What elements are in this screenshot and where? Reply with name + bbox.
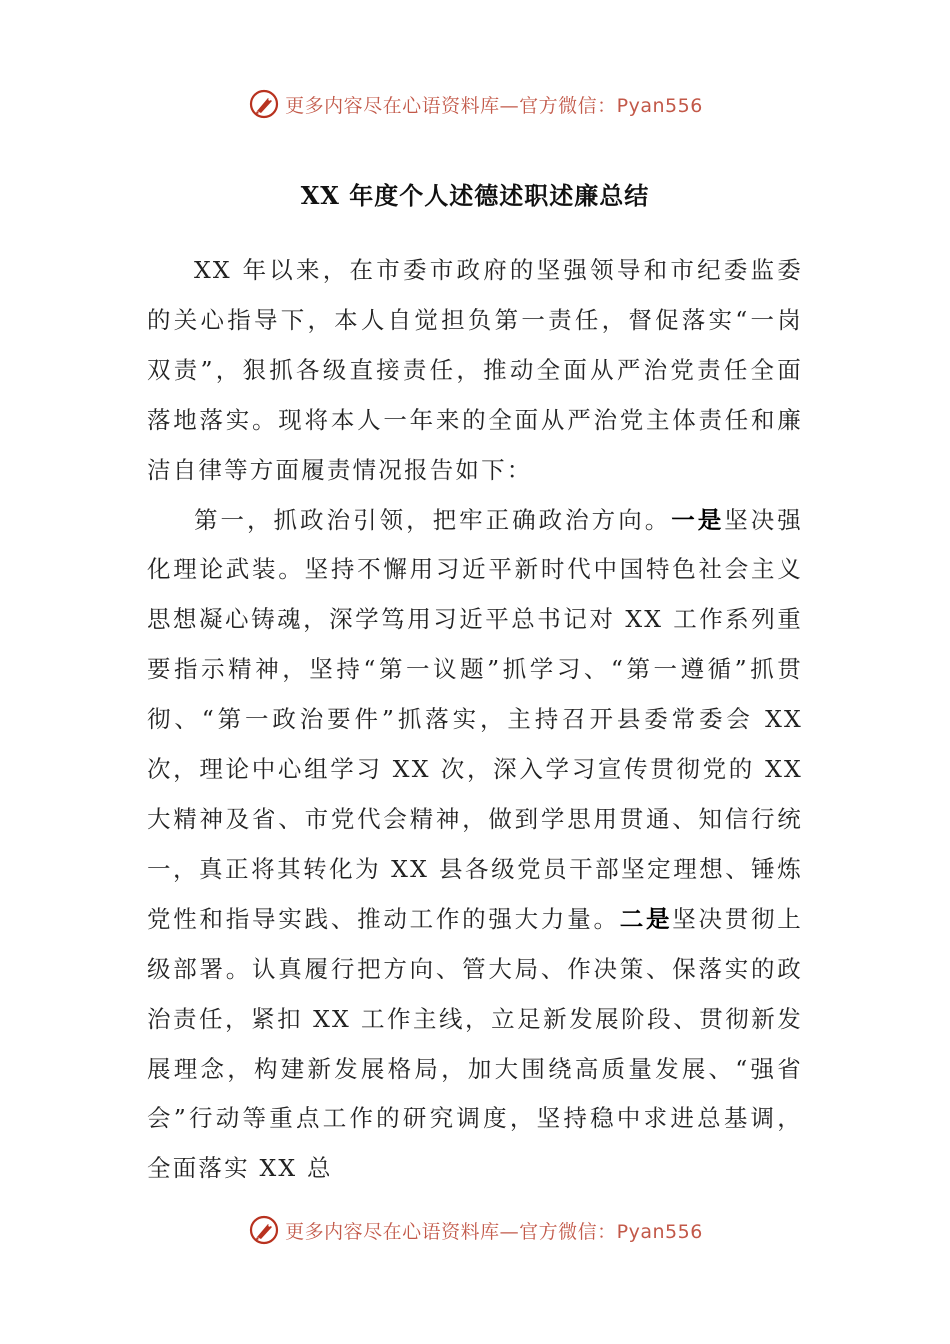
document-body — [147, 246, 803, 1194]
document-title: XX 年度个人述德述职述廉总结 — [300, 181, 650, 210]
paragraph-intro: XX 年以来，在市委市政府的坚强领导和市纪委监委的关心指导下，本人自觉担负第一责任，督促落实“一岗双责”，狠抓各级直接责任，推动全面从严治党责任全面落地落实。现将本人一年来的全面从严治党主体责任和廉洁自律等方面履责情况报告如下： — [147, 256, 803, 484]
pen-nib-circle-icon — [247, 87, 281, 121]
watermark-text: 更多内容尽在心语资料库—官方微信：Pyan556 — [285, 94, 703, 117]
wechat-id: Pyan556 — [616, 1220, 703, 1243]
pen-nib-circle-icon — [247, 1213, 281, 1247]
header-watermark — [0, 84, 950, 124]
wechat-id: Pyan556 — [616, 94, 703, 117]
paragraph-first: 第一，抓政治引领，把牢正确政治方向。一是坚决强化理论武装。坚持不懈用习近平新时代中国特色社会主义思想凝心铸魂，深学笃用习近平总书记对 XX 工作系列重要指示精神，坚持“第一议题”抓学习、“第一遵循”抓贯彻、“第一政治要件”抓落实，主持召开县委常委会 XX 次，理论中心组学习 XX 次，深入学习宣传贯彻党的 XX 大精神及省、市党代会精神，做到学思用贯通、知信行统一，真正将其转化为 XX 县各级党员干部坚定理想、锤炼党性和指导实践、推动工作的强大力量。二是坚决贯彻上级部署。认真履行把方向、管大局、作决策、保落实的政治责任，紧扣 XX 工作主线，立足新发展阶段、贯彻新发展理念，构建新发展格局，加大围绕高质量发展、“强省会”行动等重点工作的研究调度，坚持稳中求进总基调，全面落实 XX 总 — [147, 505, 803, 1183]
footer-watermark — [0, 1210, 950, 1250]
bold-marker-two: 二是 — [619, 904, 673, 933]
bold-marker-one: 一是 — [671, 505, 725, 534]
watermark-text: 更多内容尽在心语资料库—官方微信：Pyan556 — [285, 1220, 703, 1243]
